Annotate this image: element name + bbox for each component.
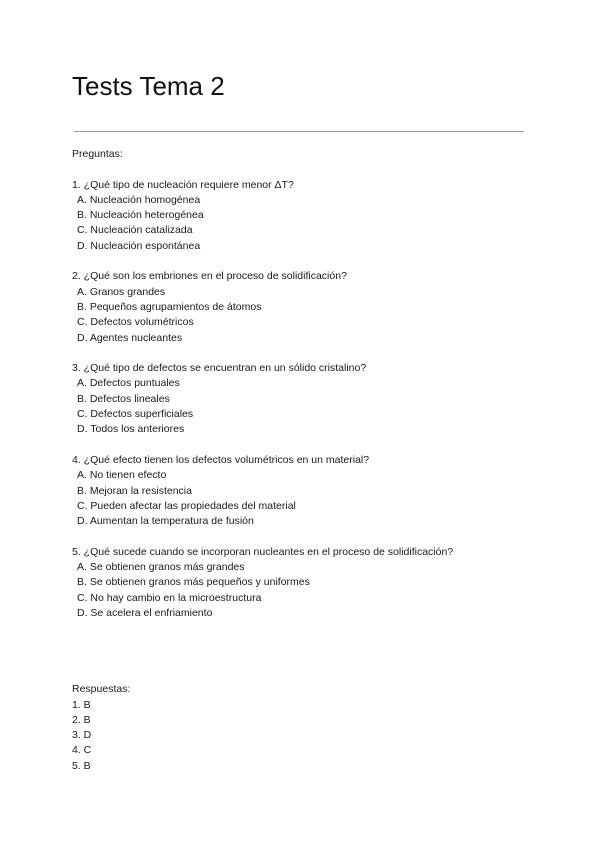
answers-block (72, 682, 542, 774)
option-a: A. Granos grandes (77, 285, 166, 298)
option-d: D. Todos los anteriores (77, 423, 185, 436)
option-d: D. Aumentan la temperatura de fusión (77, 515, 254, 528)
answer-item: 2. B (72, 713, 91, 726)
page-title: Tests Tema 2 (72, 71, 225, 101)
option-a: A. Nucleación homogénea (77, 193, 201, 206)
answer-item: 1. B (72, 698, 91, 711)
question-text: 5. ¿Qué sucede cuando se incorporan nucleantes en el proceso de solidificación? (72, 545, 454, 558)
option-d: D. Nucleación espontánea (77, 239, 201, 252)
question-block (72, 453, 542, 529)
question-text: 1. ¿Qué tipo de nucleación requiere menor ΔT? (72, 178, 294, 191)
answer-item: 3. D (72, 729, 92, 742)
questions-heading: Preguntas: (72, 148, 123, 160)
question-text: 4. ¿Qué efecto tienen los defectos volumétricos en un material? (72, 453, 370, 466)
question-text: 3. ¿Qué tipo de defectos se encuentran en un sólido cristalino? (72, 362, 367, 375)
question-block (72, 178, 542, 254)
answer-item: 5. B (72, 759, 91, 772)
option-a: A. Se obtienen granos más grandes (77, 561, 245, 574)
question-block (72, 545, 542, 621)
option-d: D. Se acelera el enfriamiento (77, 606, 213, 619)
answer-item: 4. C (72, 744, 92, 757)
option-c: C. Defectos superficiales (77, 408, 194, 421)
option-a: A. Defectos puntuales (77, 377, 180, 390)
answers-heading: Respuestas: (72, 683, 131, 696)
option-c: C. Nucleación catalizada (77, 224, 193, 237)
option-c: C. No hay cambio en la microestructura (77, 591, 262, 604)
option-b: B. Mejoran la resistencia (77, 484, 192, 497)
option-b: B. Pequeños agrupamientos de átomos (77, 300, 262, 313)
option-c: C. Pueden afectar las propiedades del material (77, 499, 296, 512)
question-block (72, 269, 542, 345)
option-b: B. Defectos lineales (77, 392, 170, 405)
option-a: A. No tienen efecto (77, 469, 167, 482)
question-block (72, 361, 542, 437)
option-d: D. Agentes nucleantes (77, 331, 183, 344)
question-text: 2. ¿Qué son los embriones en el proceso de solidificación? (72, 270, 347, 283)
option-c: C. Defectos volumétricos (77, 316, 194, 329)
option-b: B. Se obtienen granos más pequeños y uniformes (77, 576, 310, 589)
option-b: B. Nucleación heterogénea (77, 209, 204, 222)
title-divider (74, 131, 524, 132)
document-body (72, 147, 542, 774)
